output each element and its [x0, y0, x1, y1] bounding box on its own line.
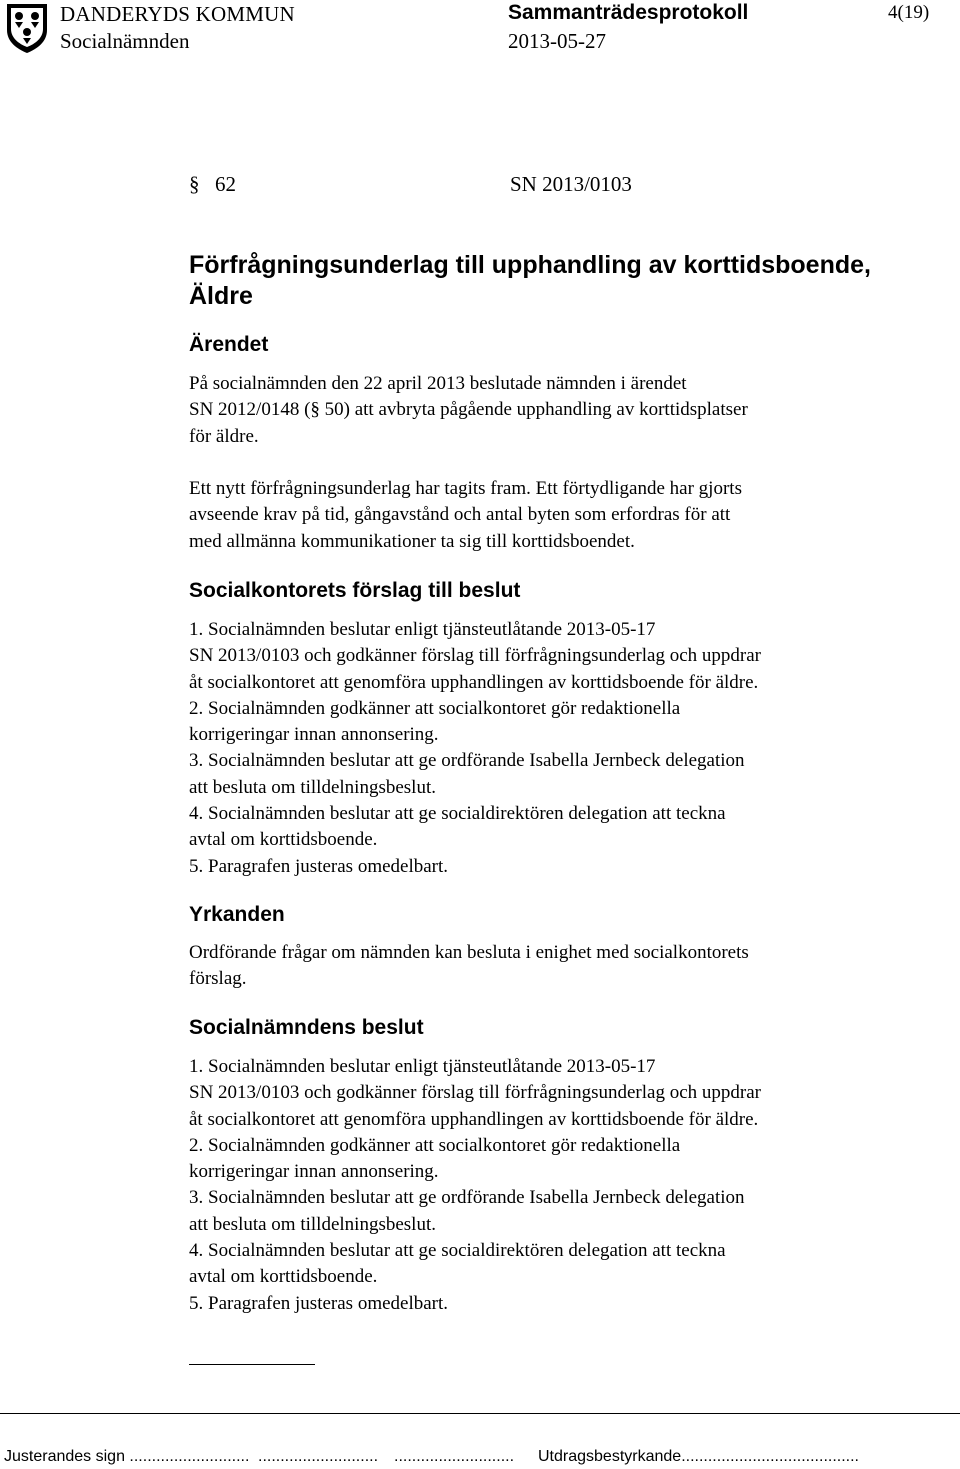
- document-type: Sammanträdesprotokoll: [508, 1, 749, 24]
- committee-name: Socialnämnden: [60, 29, 190, 53]
- footer-divider: [0, 1413, 960, 1414]
- paragraph-line: [189, 172, 236, 197]
- beslut-text: 1. Socialnämnden beslutar enligt tjänsteutlåtande 2013-05-17 SN 2013/0103 och godkänner förslag till förfrågningsunderlag och uppdrar åt socialkontoret att genomföra upphandlingen av korttidsboende för äldre. 2. Socialnämnden godkänner att socialkontoret gör redaktionella korrigeringar innan annonsering. 3. Socialnämnden beslutar att ge ordförande Isabella Jernbeck delegation att besluta om tilldelningsbeslut. 4. Socialnämnden beslutar att ge socialdirektören delegation att teckna avtal om korttidsboende. 5. Paragrafen justeras omedelbart.: [189, 1056, 761, 1314]
- heading-yrkanden: Yrkanden: [189, 903, 285, 926]
- heading-beslut: Socialnämndens beslut: [189, 1016, 424, 1039]
- arendet-text-1: På socialnämnden den 22 april 2013 beslutade nämnden i ärendet SN 2012/0148 (§ 50) att avbryta pågående upphandling av korttidsplatser för äldre.: [189, 373, 748, 447]
- forslag-text: 1. Socialnämnden beslutar enligt tjänsteutlåtande 2013-05-17 SN 2013/0103 och godkänner förslag till förfrågningsunderlag och uppdrar åt socialkontoret att genomföra upphandlingen av korttidsboende för äldre. 2. Socialnämnden godkänner att socialkontoret gör redaktionella korrigeringar innan annonsering. 3. Socialnämnden beslutar att ge ordförande Isabella Jernbeck delegation att besluta om tilldelningsbeslut. 4. Socialnämnden beslutar att ge socialdirektören delegation att teckna avtal om korttidsboende. 5. Paragrafen justeras omedelbart.: [189, 619, 761, 877]
- heading-arendet: Ärendet: [189, 333, 269, 356]
- municipal-crest-icon: [5, 2, 49, 54]
- document-title: Förfrågningsunderlag till upphandling av korttidsboende, Äldre: [189, 251, 871, 310]
- paragraph-number: 62: [215, 172, 236, 196]
- yrkanden-text: Ordförande frågar om nämnden kan besluta i enighet med socialkontorets förslag.: [189, 942, 749, 990]
- municipality-name: DANDERYDS KOMMUN: [60, 2, 295, 26]
- case-number: SN 2013/0103: [510, 172, 632, 196]
- paragraph-sign: §: [189, 172, 200, 196]
- footer-sign-2: ...........................: [258, 1448, 379, 1465]
- page-number: 4(19): [888, 2, 930, 23]
- footer-justerandes-sign: Justerandes sign ...........................: [4, 1448, 250, 1465]
- arendet-text-2: Ett nytt förfrågningsunderlag har tagits fram. Ett förtydligande har gjorts avseende krav på tid, gångavstånd och antal byten som erfordras för att med allmänna kommunikationer ta sig till korttidsboendet.: [189, 478, 742, 552]
- heading-forslag: Socialkontorets förslag till beslut: [189, 579, 521, 602]
- meeting-date: 2013-05-27: [508, 29, 606, 53]
- signature-line: [189, 1364, 315, 1365]
- footer-sign-3: ...........................: [394, 1448, 515, 1465]
- footer-utdragsbestyrkande: Utdragsbestyrkande........................................: [538, 1448, 859, 1465]
